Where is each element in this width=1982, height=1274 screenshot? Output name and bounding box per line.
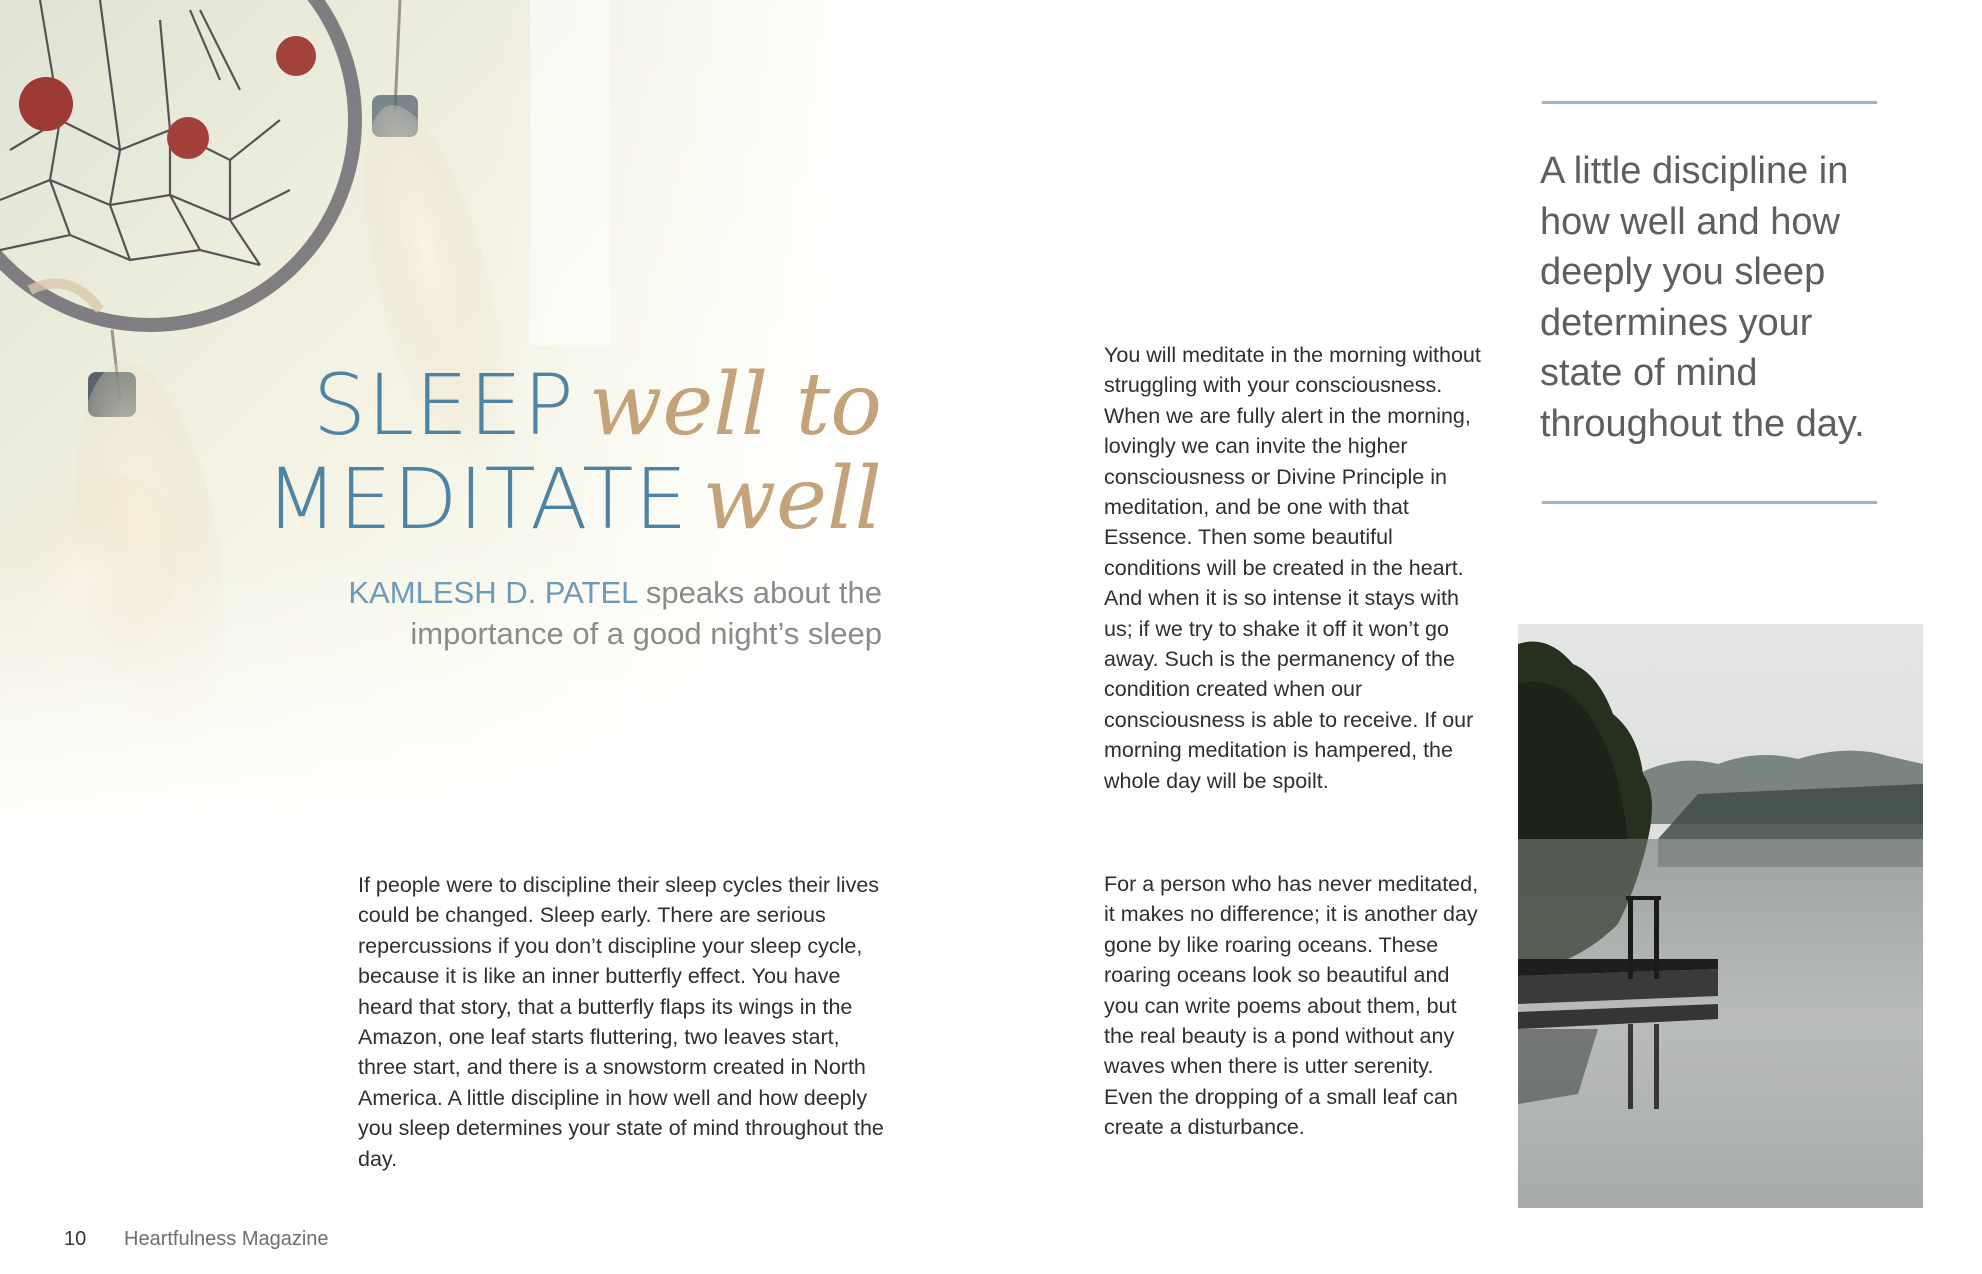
title-script-well-to: well to (588, 355, 882, 455)
pull-quote-rule-top (1542, 101, 1877, 104)
pull-quote: A little discipline in how well and how deeply you sleep determines your state of mind throughout the day. (1540, 150, 1865, 445)
article-title-line-1 (312, 355, 882, 455)
body-paragraph-right-2: For a person who has never meditated, it makes no difference; it is another day gone by like roaring oceans. These roaring oceans look so beautiful and you can write poems about them, but the real beauty is a pond without any waves when there is utter serenity. Even the dropping of a small leaf can create a disturbance. (1104, 872, 1479, 1140)
article-subtitle (262, 572, 882, 654)
subtitle-text: speaks about the importance of a good night’s sleep (410, 575, 882, 651)
article-title-line-2 (265, 449, 882, 549)
body-paragraph-right-1: You will meditate in the morning without struggling with your consciousness. When we are fully alert in the morning, lovingly we can invite the higher consciousness or Divine Principle in meditation, and be one with that Essence. Then some beautiful conditions will be created in the heart. And when it is so intense it stays with us; if we try to shake it off it won’t go away. Such is the permanency of the condition created when our consciousness is able to receive. If our morning meditation is hampered, the whole day will be spoilt. (1104, 343, 1481, 793)
body-paragraph-left: If people were to discipline their sleep cycles their lives could be changed. Sleep early. There are serious repercussions if you don’t discipline your sleep cycle, because it is like an inner butterfly effect. You have heard that story, that a butterfly flaps its wings in the Amazon, one leaf starts fluttering, two leaves start, three start, and there is a snowstorm created in North America. A little discipline in how well and how deeply you sleep determines your state of mind throughout the day. (358, 873, 884, 1171)
magazine-name: Heartfulness Magazine (124, 1228, 329, 1250)
title-script-well: well (702, 449, 882, 549)
lake-dock-photo (1518, 624, 1923, 1208)
title-caps-sleep: SLEEP (312, 356, 575, 454)
subtitle-author: KAMLESH D. PATEL (348, 575, 638, 610)
page-number: 10 (64, 1228, 87, 1250)
title-caps-meditate: MEDITATE (265, 450, 689, 548)
pull-quote-rule-bottom (1542, 501, 1877, 504)
